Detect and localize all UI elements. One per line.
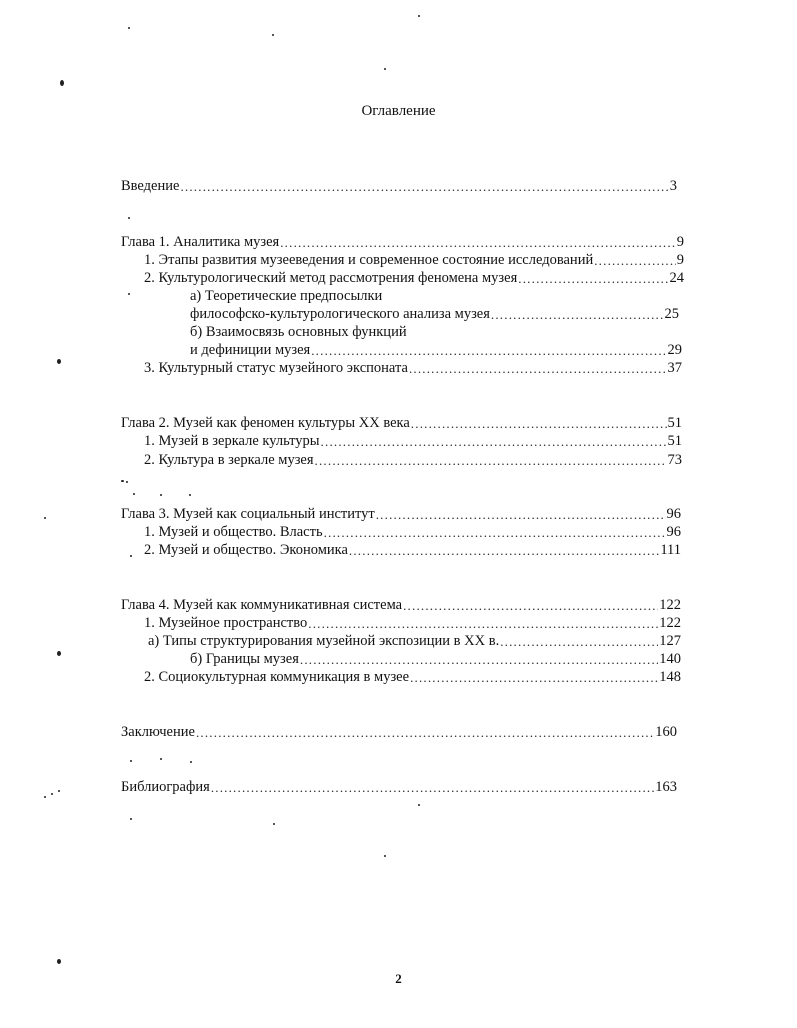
toc-page: 148 (659, 669, 681, 685)
toc-page: 160 (655, 724, 677, 740)
scan-speck (57, 651, 61, 656)
toc-entry-1-2a-line1 (190, 287, 670, 305)
scan-speck (60, 80, 64, 86)
toc-label: 1. Музей и общество. Власть (144, 524, 323, 540)
toc-label: Библиография (121, 779, 210, 795)
toc-leader (491, 307, 664, 323)
toc-leader (315, 453, 667, 469)
scan-speck (44, 517, 46, 519)
toc-entry-3-1 (144, 523, 681, 541)
toc-leader (324, 525, 666, 541)
scan-speck (130, 760, 132, 762)
scan-speck (418, 15, 420, 17)
scan-speck (160, 758, 162, 760)
toc-page: 51 (667, 415, 682, 431)
scan-speck (57, 359, 61, 364)
scan-speck (58, 790, 60, 792)
toc-label: Заключение (121, 724, 195, 740)
toc-entry-1-1 (144, 251, 684, 269)
scan-speck (190, 761, 192, 763)
page-number: 2 (395, 971, 402, 986)
toc-label: Глава 1. Аналитика музея (121, 234, 280, 250)
toc-leader (500, 634, 658, 650)
toc-label: Глава 2. Музей как феномен культуры XX века (121, 415, 410, 431)
toc-leader (321, 434, 667, 450)
scan-speck (189, 494, 191, 496)
toc-page: 140 (659, 651, 681, 667)
toc-entry-1-2b-line2 (190, 341, 682, 359)
toc-entry-bibliography (121, 778, 677, 796)
toc-label: а) Теоретические предпосылки (190, 288, 383, 304)
toc-label: б) Границы музея (190, 651, 299, 667)
toc-page: 29 (667, 342, 682, 358)
toc-entry-4-1a (148, 632, 681, 650)
scan-speck (130, 818, 132, 820)
toc-leader (311, 343, 666, 359)
toc-entry-4-1 (144, 614, 681, 632)
toc-page: 96 (666, 506, 681, 522)
toc-leader (594, 253, 676, 269)
toc-entry-1-3 (144, 359, 682, 377)
scan-speck (384, 68, 386, 70)
toc-leader (211, 780, 654, 796)
toc-label: 1. Музей в зеркале культуры (144, 433, 320, 449)
scan-speck (44, 796, 46, 798)
toc-page: 24 (669, 270, 684, 286)
toc-label: 2. Культура в зеркале музея (144, 452, 314, 468)
toc-entry-1-2a-line2 (190, 305, 679, 323)
toc-leader (403, 598, 658, 614)
toc-page: 122 (659, 615, 681, 631)
toc-leader (308, 616, 658, 632)
scan-speck (57, 959, 61, 964)
toc-entry-chapter-1 (121, 233, 684, 251)
toc-leader (411, 416, 667, 432)
toc-page: 96 (666, 524, 681, 540)
toc-label: философско-культурологического анализа музея (190, 306, 490, 322)
toc-label: Введение (121, 178, 180, 194)
toc-entry-1-2 (144, 269, 684, 287)
scan-speck (126, 481, 128, 483)
scan-speck (418, 804, 420, 806)
toc-page: 122 (659, 597, 681, 613)
toc-page: 127 (659, 633, 681, 649)
toc-leader (180, 179, 668, 195)
toc-label: Глава 3. Музей как социальный институт (121, 506, 375, 522)
scan-speck (128, 293, 130, 295)
toc-page: 3 (669, 178, 677, 194)
toc-leader (280, 235, 676, 251)
toc-label: 2. Культурологический метод рассмотрения феномена музея (144, 270, 518, 286)
toc-leader (196, 725, 654, 741)
toc-entry-chapter-2 (121, 414, 682, 432)
scan-speck (121, 480, 124, 482)
toc-label: 1. Этапы развития музееведения и современное состояние исследований (144, 252, 594, 268)
toc-entry-intro (121, 177, 677, 195)
toc-label: 3. Культурный статус музейного экспоната (144, 360, 408, 376)
toc-label: б) Взаимосвязь основных функций (190, 324, 407, 340)
toc-entry-chapter-4 (121, 596, 681, 614)
toc-leader (349, 543, 659, 559)
page-title: Оглавление (361, 103, 436, 119)
toc-page: 37 (667, 360, 682, 376)
toc-entry-chapter-3 (121, 505, 681, 523)
toc-label: Глава 4. Музей как коммуникативная система (121, 597, 403, 613)
toc-label: 2. Музей и общество. Экономика (144, 542, 348, 558)
toc-leader (518, 271, 668, 287)
scan-speck (160, 494, 162, 496)
toc-page: 25 (664, 306, 679, 322)
scan-speck (130, 555, 132, 557)
toc-page: 9 (676, 234, 684, 250)
scan-speck (51, 793, 53, 795)
scan-speck (384, 855, 386, 857)
toc-entry-3-2 (144, 541, 681, 559)
toc-entry-2-2 (144, 451, 682, 469)
toc-page: 9 (676, 252, 684, 268)
toc-entry-conclusion (121, 723, 677, 741)
scan-speck (273, 823, 275, 825)
toc-leader (409, 361, 667, 377)
toc-leader (300, 652, 658, 668)
toc-entry-1-2b-line1 (190, 323, 670, 341)
toc-leader (376, 507, 666, 523)
toc-entry-2-1 (144, 432, 682, 450)
toc-label: 2. Социокультурная коммуникация в музее (144, 669, 410, 685)
scan-speck (128, 27, 130, 29)
toc-entry-4-2 (144, 668, 681, 686)
toc-page: 51 (667, 433, 682, 449)
scan-speck (133, 493, 135, 495)
toc-page: 111 (660, 542, 681, 558)
toc-leader (410, 670, 658, 686)
scan-speck (128, 217, 130, 219)
toc-label: а) Типы структурирования музейной экспозиции в XX в. (148, 633, 500, 649)
toc-page: 163 (655, 779, 677, 795)
toc-label: и дефиниции музея (190, 342, 311, 358)
toc-page: 73 (667, 452, 682, 468)
toc-label: 1. Музейное пространство (144, 615, 308, 631)
toc-entry-4-1b (190, 650, 681, 668)
scan-speck (272, 34, 274, 36)
